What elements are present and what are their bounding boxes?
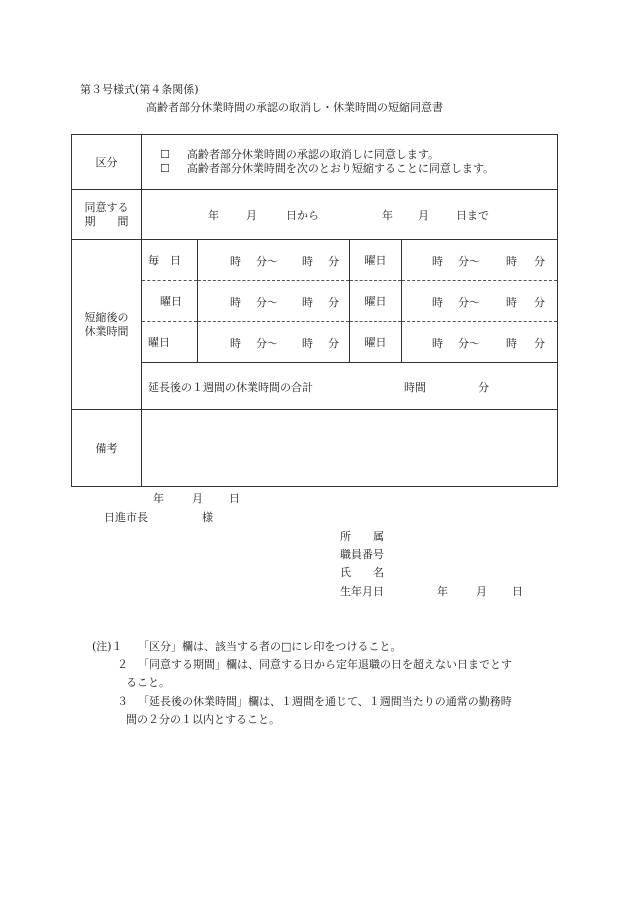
birth-day: 日 [512, 585, 523, 598]
total-minutes: 分 [478, 381, 489, 394]
addressee: 日進市長 [104, 511, 148, 524]
to-hour: 時 [506, 337, 517, 350]
total-hours: 時間 [404, 381, 426, 394]
to-hour: 時 [302, 296, 313, 309]
note-1: 「区分」欄は、該当する者の□にレ印をつけること。 [138, 640, 402, 653]
remarks-row [72, 410, 558, 487]
from-hour: 時 [432, 296, 443, 309]
name-label: 氏 名 [340, 566, 384, 579]
note-2-number: ２ [117, 658, 128, 671]
birth-year: 年 [437, 585, 448, 598]
option-shorten-text: 高齢者部分休業時間を次のとおり短縮することに同意します。 [186, 162, 494, 175]
to-hour: 時 [302, 255, 313, 268]
note-3: 「延長後の休業時間」欄は、１週間を通じて、１週間当たりの通常の勤務時 [138, 695, 512, 708]
time-b-cell[interactable] [402, 281, 558, 322]
to-hour: 時 [506, 296, 517, 309]
to-minute: 分 [534, 337, 545, 350]
total-row [72, 363, 558, 410]
day-b-cell[interactable]: 曜日 [350, 322, 402, 363]
to-minute: 分 [328, 255, 339, 268]
from-minute: 分～ [256, 296, 278, 309]
shortened-label-line1: 短縮後の [84, 310, 129, 324]
checkbox-icon[interactable]: ☐ [160, 148, 170, 161]
day-a-cell[interactable]: 曜日 [142, 281, 198, 322]
notes-prefix: (注)１ [92, 640, 123, 653]
note-2: 「同意する期間」欄は、同意する日から定年退職の日を超えない日までとす [138, 658, 512, 671]
total-cell[interactable] [142, 363, 558, 410]
period-from-year: 年 [208, 209, 219, 222]
period-to-day: 日まで [456, 209, 489, 222]
day-a-cell[interactable]: 曜日 [142, 322, 198, 363]
time-b-cell[interactable] [402, 240, 558, 281]
from-minute: 分～ [458, 255, 480, 268]
period-label-line1: 同意する [84, 200, 129, 214]
date-year: 年 [153, 492, 164, 505]
note-3-cont: 間の２分の１以内とすること。 [126, 713, 280, 726]
day-b-cell[interactable]: 曜日 [350, 281, 402, 322]
checkbox-icon[interactable]: ☐ [160, 162, 170, 175]
kubun-label: 区分 [72, 135, 142, 190]
option-cancel-text: 高齢者部分休業時間の承認の取消しに同意します。 [186, 148, 439, 161]
form-table [71, 134, 558, 487]
period-value[interactable] [142, 190, 558, 240]
date-day: 日 [229, 492, 240, 505]
to-minute: 分 [328, 337, 339, 350]
from-minute: 分～ [256, 337, 278, 350]
shortened-label-line2: 休業時間 [84, 324, 129, 338]
time-a-cell[interactable] [198, 281, 350, 322]
period-from-day: 日から [286, 209, 319, 222]
from-hour: 時 [230, 255, 241, 268]
option-shorten[interactable] [160, 162, 557, 176]
to-hour: 時 [506, 255, 517, 268]
kubun-options [142, 135, 558, 190]
total-label: 延長後の１週間の休業時間の合計 [148, 381, 313, 394]
period-row [72, 190, 558, 240]
note-3-number: ３ [117, 695, 128, 708]
remarks-field[interactable] [142, 410, 558, 487]
time-a-cell[interactable] [198, 240, 350, 281]
kubun-row [72, 135, 558, 190]
from-hour: 時 [432, 255, 443, 268]
date-month: 月 [192, 492, 203, 505]
note-2-cont: ること。 [126, 676, 170, 689]
day-b-cell[interactable]: 曜日 [350, 240, 402, 281]
period-to-year: 年 [382, 209, 393, 222]
period-to-month: 月 [418, 209, 429, 222]
period-from-month: 月 [246, 209, 257, 222]
time-b-cell[interactable] [402, 322, 558, 363]
affiliation-label: 所 属 [340, 530, 384, 543]
from-hour: 時 [432, 337, 443, 350]
to-hour: 時 [302, 337, 313, 350]
from-minute: 分～ [256, 255, 278, 268]
period-label-line2: 期 間 [84, 214, 129, 228]
schedule-row [72, 281, 558, 322]
day-a-cell[interactable]: 毎 日 [142, 240, 198, 281]
to-minute: 分 [534, 296, 545, 309]
shortened-label [72, 240, 142, 410]
form-number: 第３号様式(第４条関係) [80, 83, 199, 96]
to-minute: 分 [534, 255, 545, 268]
period-label [72, 190, 142, 240]
from-minute: 分～ [458, 337, 480, 350]
option-cancel[interactable] [160, 148, 557, 162]
schedule-row [72, 322, 558, 363]
employee-number-label: 職員番号 [340, 548, 384, 561]
honorific: 様 [202, 511, 213, 524]
to-minute: 分 [328, 296, 339, 309]
schedule-row [72, 240, 558, 281]
remarks-label: 備考 [72, 410, 142, 487]
time-a-cell[interactable] [198, 322, 350, 363]
document-title: 高齢者部分休業時間の承認の取消し・休業時間の短縮同意書 [146, 101, 443, 114]
birthdate-label: 生年月日 [340, 585, 384, 598]
from-hour: 時 [230, 337, 241, 350]
from-hour: 時 [230, 296, 241, 309]
birth-month: 月 [476, 585, 487, 598]
from-minute: 分～ [458, 296, 480, 309]
